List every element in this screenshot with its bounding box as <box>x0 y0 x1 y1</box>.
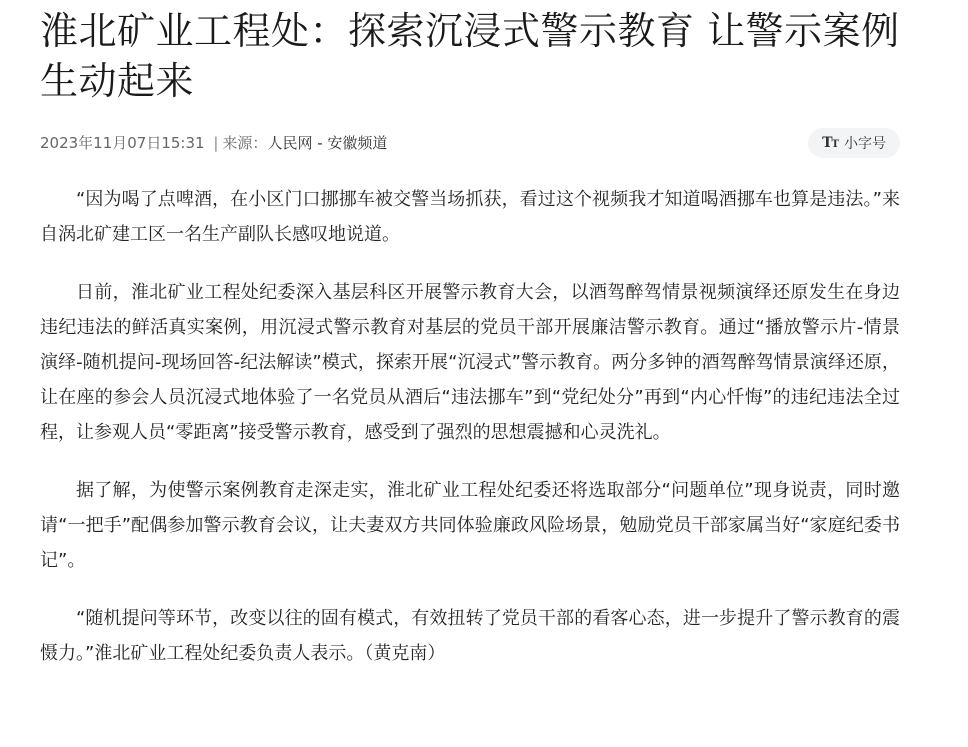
article-body <box>40 182 900 694</box>
text-size-icon: TT <box>822 135 838 151</box>
font-size-toggle-label: 小字号 <box>844 136 886 152</box>
article-title: 淮北矿业工程处：探索沉浸式警示教育 让警示案例生动起来 <box>40 9 900 103</box>
publish-datetime: 2023年11月07日15:31 <box>40 134 205 152</box>
article-paragraph: 据了解，为使警示案例教育走深走实，淮北矿业工程处纪委还将选取部分“问题单位”现身说责，同时邀请“一把手”配偶参加警示教育会议，让夫妻双方共同体验廉政风险场景，勉励党员干部家属当好“家庭纪委书记”。 <box>40 480 900 571</box>
font-size-toggle-button[interactable] <box>808 128 900 158</box>
article-paragraph: “随机提问等环节，改变以往的固有模式，有效扭转了党员干部的看客心态，进一步提升了警示教育的震慑力。”淮北矿业工程处纪委负责人表示。（黄克南） <box>40 608 900 664</box>
article <box>40 0 910 664</box>
article-paragraph: “因为喝了点啤酒，在小区门口挪挪车被交警当场抓获，看过这个视频我才知道喝酒挪车也算是违法。”来自涡北矿建工区一名生产副队长感叹地说道。 <box>40 189 900 245</box>
article-meta-row <box>40 128 900 158</box>
article-meta <box>40 132 387 154</box>
meta-separator: | <box>213 134 219 152</box>
source-name[interactable]: 人民网 - 安徽频道 <box>267 134 388 152</box>
article-paragraph: 日前，淮北矿业工程处纪委深入基层科区开展警示教育大会，以酒驾醉驾情景视频演绎还原发生在身边违纪违法的鲜活真实案例，用沉浸式警示教育对基层的党员干部开展廉洁警示教育。通过“播放警示片-情景演绎-随机提问-现场回答-纪法解读”模式，探索开展“沉浸式”警示教育。两分多钟的酒驾醉驾情景演绎还原，让在座的参会人员沉浸式地体验了一名党员从酒后“违法挪车”到“党纪处分”再到“内心忏悔”的违纪违法全过程，让参观人员“零距离”接受警示教育，感受到了强烈的思想震撼和心灵洗礼。 <box>40 282 900 443</box>
source-label: 来源： <box>222 134 268 152</box>
